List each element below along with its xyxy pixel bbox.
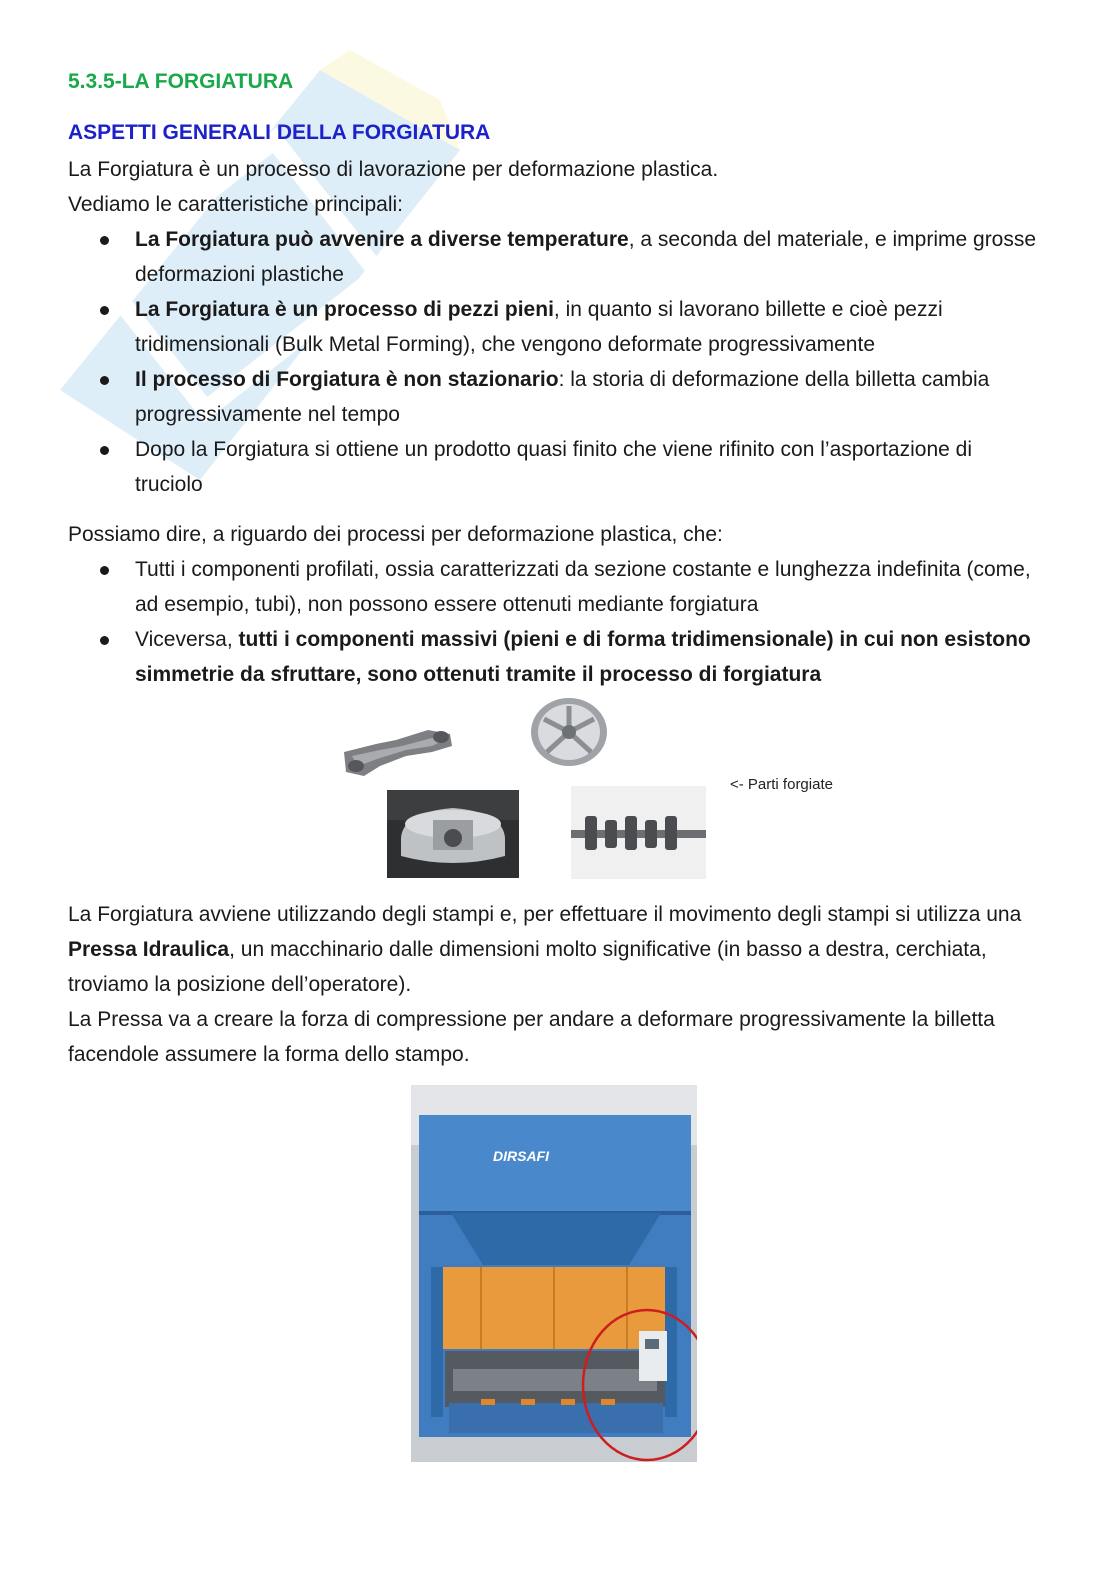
list-item [68,222,1043,292]
bullet-dot-icon [100,636,109,645]
list-item [68,432,1043,502]
bullet-dot-icon [100,306,109,315]
item-bold: tutti i componenti massivi (pieni e di forma tridimensionale) in cui non esistono simmetrie da sfruttare, sono ottenuti tramite il processo di forgiatura [135,628,1031,686]
list-item [68,552,1043,622]
subsection-heading: ASPETTI GENERALI DELLA FORGIATURA [68,121,491,144]
bullet-dot-icon [100,446,109,455]
press-brand-label: DIRSAFI [493,1148,549,1164]
list-item [68,362,1043,432]
processes-list [68,552,1043,692]
features-list [68,222,1043,502]
bullet-dot-icon [100,566,109,575]
press-text-pre: La Forgiatura avviene utilizzando degli stampi e, per effettuare il movimento degli stampi si utilizza una [68,903,1022,926]
press-text-post: , un macchinario dalle dimensioni molto significative (in basso a destra, cerchiata, troviamo la posizione dell’operatore). [68,938,987,996]
item-text: , a seconda del materiale, e imprime grosse deformazioni plastiche [135,228,1037,286]
bullet-dot-icon [100,236,109,245]
intro-line-2: Vediamo le caratteristiche principali: [68,193,403,216]
item-bold: Il processo di Forgiatura è non stazionario [135,368,559,391]
section-heading: 5.3.5-LA FORGIATURA [68,70,294,93]
item-bold: La Forgiatura è un processo di pezzi pieni [135,298,554,321]
list-item [68,292,1043,362]
item-text: Tutti i componenti profilati, ossia caratterizzati da sezione costante e lunghezza indefinita (come, ad esempio, tubi), non possono essere ottenuti mediante forgiatura [135,558,1031,616]
press-term: Pressa Idraulica [68,938,230,961]
item-text: Viceversa, [135,628,239,651]
item-text: , in quanto si lavorano billette e cioè pezzi tridimensionali (Bulk Metal Forming), che vengono deformate progressivamente [135,298,943,356]
figure-caption: <- Parti forgiate [730,776,833,793]
item-bold: La Forgiatura può avvenire a diverse temperature [135,228,629,251]
wheel-rim-image [528,697,610,769]
crankshaft-image [571,786,706,879]
intro-line-1: La Forgiatura è un processo di lavorazione per deformazione plastica. [68,158,719,181]
bullet-dot-icon [100,376,109,385]
press-paragraph-2: La Pressa va a creare la forza di compressione per andare a deformare progressivamente la billetta facendole assumere la forma dello stampo. [68,1008,995,1066]
hydraulic-press-image [411,1085,697,1462]
processes-intro: Possiamo dire, a riguardo dei processi per deformazione plastica, che: [68,523,723,546]
item-text: Dopo la Forgiatura si ottiene un prodotto quasi finito che viene rifinito con l’asportazione di truciolo [135,438,972,496]
press-paragraph-1 [68,897,1043,1002]
connecting-rod-image [336,722,458,780]
piston-image [387,790,519,878]
list-item [68,622,1043,692]
item-text: : la storia di deformazione della billetta cambia progressivamente nel tempo [135,368,990,426]
